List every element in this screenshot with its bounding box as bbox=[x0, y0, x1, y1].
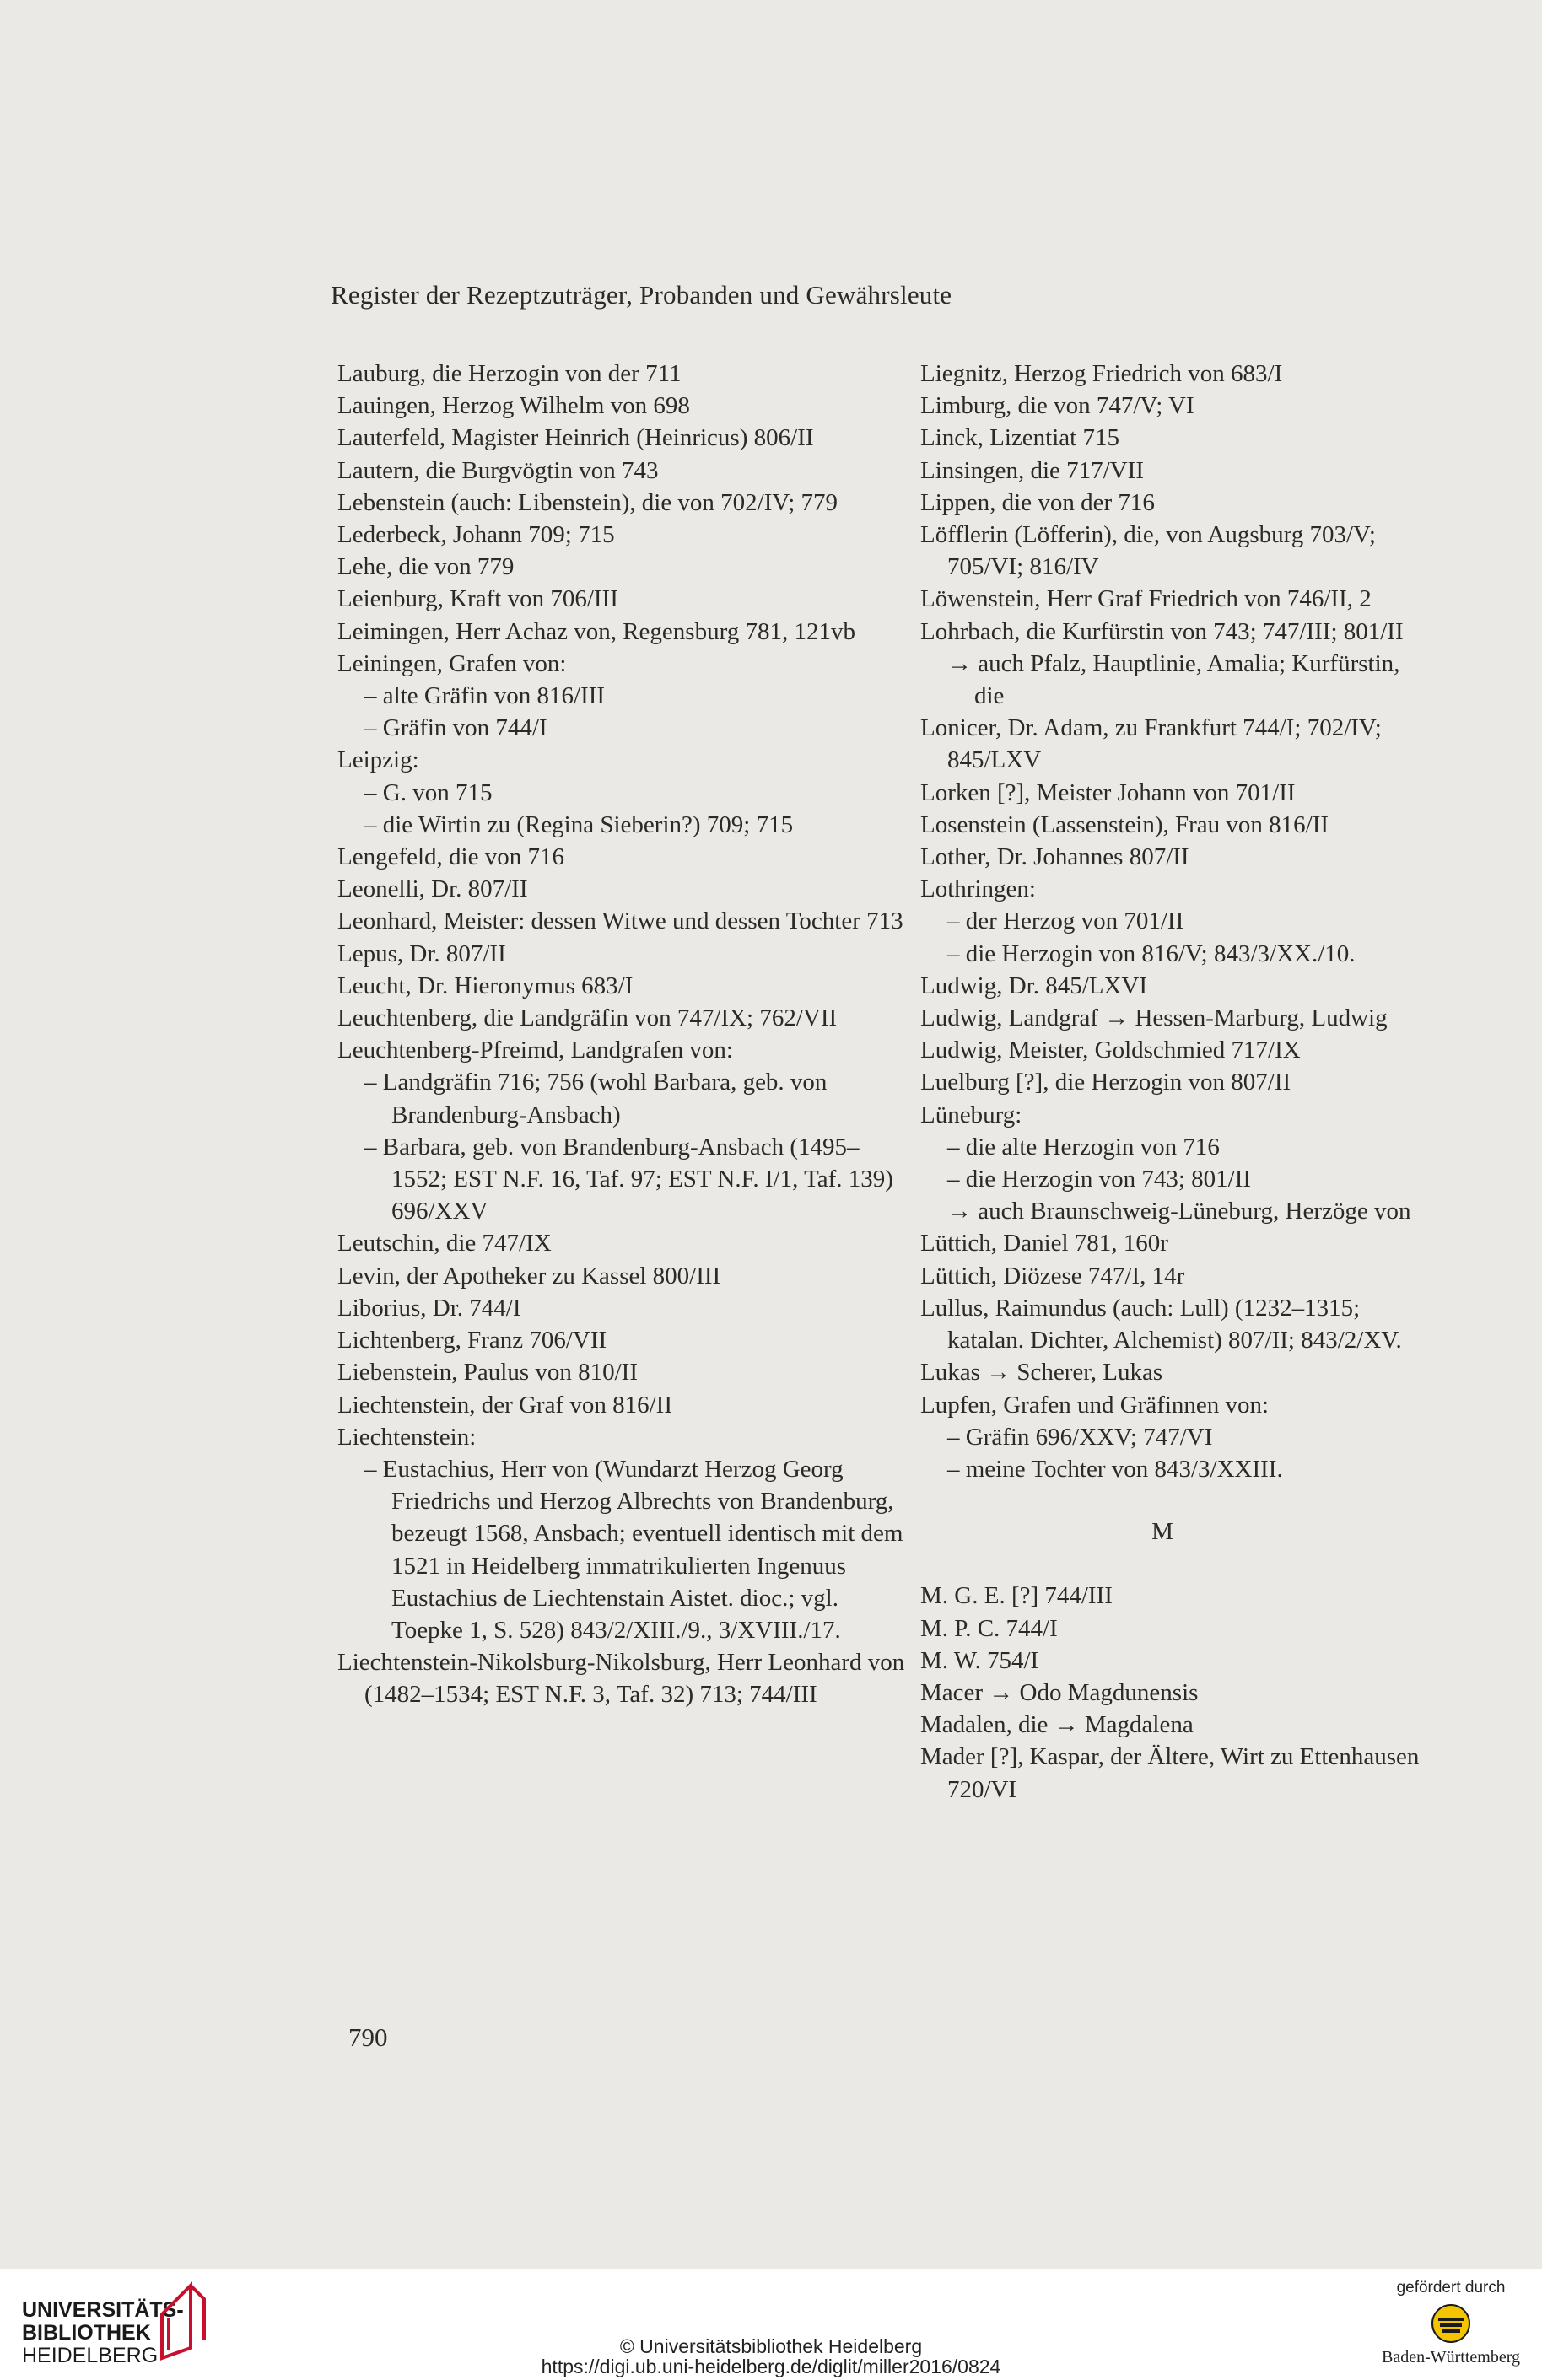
register-entry: Lüttich, Diözese 747/I, 14r bbox=[920, 1262, 1185, 1290]
register-sub: – die Wirtin zu (Regina Sieberin?) 709; 715 bbox=[364, 810, 794, 838]
register-entry: Macer → Odo Magdunensis bbox=[920, 1678, 1199, 1706]
register-entry: Lukas → Scherer, Lukas bbox=[920, 1359, 1163, 1387]
sponsor-name: Baden-Württemberg bbox=[1381, 2348, 1520, 2367]
register-entry: Lebenstein (auch: Libenstein), die von 702/IV; 779 bbox=[337, 488, 838, 516]
register-entry: Lothringen: bbox=[920, 875, 1036, 903]
register-sub: – der Herzog von 701/II bbox=[947, 907, 1184, 935]
register-entry: Limburg, die von 747/V; VI bbox=[920, 392, 1194, 420]
register-entry: Lengefeld, die von 716 bbox=[337, 843, 564, 871]
register-sub: – Gräfin 696/XXV; 747/VI bbox=[947, 1423, 1213, 1451]
register-entry: M. P. C. 744/I bbox=[920, 1614, 1058, 1642]
copyright-notice bbox=[0, 2336, 1542, 2377]
register-column-right bbox=[920, 358, 1426, 1806]
register-sub: – alte Gräfin von 816/III bbox=[364, 682, 606, 710]
state-crest-icon bbox=[1430, 2302, 1472, 2345]
register-entry: Madalen, die → Magdalena bbox=[920, 1711, 1194, 1739]
register-entry: Lautern, die Burgvögtin von 743 bbox=[337, 456, 659, 484]
register-sub: – Eustachius, Herr von (Wundarzt Herzog Georg Friedrichs und Herzog Albrechts von Brandenburg, bezeugt 1568, Ansbach; eventuell identisch mit dem 1521 in Heidelberg immatrikulierten Ingenuus Eustachius de Liechtenstain Aistet. dioc.; vgl. Toepke 1, S. 528) 843/2/XIII./9., 3/XVIII./17. bbox=[364, 1455, 903, 1644]
register-sub: – die Herzogin von 743; 801/II bbox=[947, 1166, 1252, 1193]
register-entry: Lauingen, Herzog Wilhelm von 698 bbox=[337, 392, 690, 420]
register-entry: Liborius, Dr. 744/I bbox=[337, 1294, 521, 1322]
register-entry: Lohrbach, die Kurfürstin von 743; 747/III; 801/II bbox=[920, 617, 1404, 645]
register-entry: M. W. 754/I bbox=[920, 1646, 1039, 1674]
library-name-line1: UNIVERSITÄTS- bbox=[22, 2298, 184, 2322]
register-column-left bbox=[337, 358, 911, 1711]
register-entry: Lorken [?], Meister Johann von 701/II bbox=[920, 778, 1296, 806]
register-sub: – Gräfin von 744/I bbox=[364, 714, 547, 742]
library-name-line2: BIBLIOTHEK bbox=[22, 2321, 151, 2345]
register-entry: M. G. E. [?] 744/III bbox=[920, 1582, 1113, 1610]
sponsor-block bbox=[1375, 2279, 1527, 2367]
register-entry: Lupfen, Grafen und Gräfinnen von: bbox=[920, 1391, 1270, 1419]
register-entry: Lüneburg: bbox=[920, 1101, 1022, 1128]
register-entry: Lippen, die von der 716 bbox=[920, 488, 1155, 516]
register-entry: Lichtenberg, Franz 706/VII bbox=[337, 1327, 607, 1354]
register-entry: Lepus, Dr. 807/II bbox=[337, 940, 506, 967]
register-entry: Leonelli, Dr. 807/II bbox=[337, 875, 528, 903]
permalink[interactable]: https://digi.ub.uni-heidelberg.de/diglit/miller2016/0824 bbox=[541, 2356, 1001, 2377]
register-entry: Leucht, Dr. Hieronymus 683/I bbox=[337, 972, 634, 999]
register-entry: Leipzig: bbox=[337, 746, 419, 774]
register-sub: – Landgräfin 716; 756 (wohl Barbara, geb. von Brandenburg-Ansbach) bbox=[364, 1069, 828, 1128]
register-entry: Leuchtenberg, die Landgräfin von 747/IX; 762/VII bbox=[337, 1004, 838, 1032]
register-entry: Lederbeck, Johann 709; 715 bbox=[337, 521, 615, 549]
footer-bar bbox=[0, 2269, 1542, 2380]
register-entry: Lother, Dr. Johannes 807/II bbox=[920, 843, 1189, 871]
register-sub: – G. von 715 bbox=[364, 778, 493, 806]
register-entry: Leiningen, Grafen von: bbox=[337, 649, 567, 677]
register-entry: Liegnitz, Herzog Friedrich von 683/I bbox=[920, 360, 1283, 387]
register-entry: Ludwig, Landgraf → Hessen-Marburg, Ludwig bbox=[920, 1004, 1388, 1032]
register-entry: Leimingen, Herr Achaz von, Regensburg 781, 121vb bbox=[337, 617, 855, 645]
letter-heading: M bbox=[1151, 1518, 1173, 1546]
register-subref: → auch Braunschweig-Lüneburg, Herzöge von bbox=[947, 1198, 1411, 1225]
register-entry: Linsingen, die 717/VII bbox=[920, 456, 1144, 484]
register-entry: Lüttich, Daniel 781, 160r bbox=[920, 1230, 1168, 1257]
register-sub: – die Herzogin von 816/V; 843/3/XX./10. bbox=[947, 940, 1356, 967]
library-name-line3: HEIDELBERG bbox=[22, 2344, 159, 2367]
register-entry: Löwenstein, Herr Graf Friedrich von 746/II, 2 bbox=[920, 585, 1372, 613]
register-entry: Losenstein (Lassenstein), Frau von 816/II bbox=[920, 810, 1329, 838]
register-entry: Leuchtenberg-Pfreimd, Landgrafen von: bbox=[337, 1037, 733, 1064]
register-entry: Leutschin, die 747/IX bbox=[337, 1230, 552, 1257]
register-entry: Luelburg [?], die Herzogin von 807/II bbox=[920, 1069, 1291, 1096]
register-entry: Liebenstein, Paulus von 810/II bbox=[337, 1359, 639, 1387]
register-entry: Lauterfeld, Magister Heinrich (Heinricus) 806/II bbox=[337, 424, 814, 452]
register-entry: Ludwig, Dr. 845/LXVI bbox=[920, 972, 1148, 999]
register-sub: – meine Tochter von 843/3/XXIII. bbox=[947, 1455, 1283, 1483]
register-entry: Liechtenstein: bbox=[337, 1423, 477, 1451]
register-entry: Lehe, die von 779 bbox=[337, 553, 515, 581]
register-entry: Leienburg, Kraft von 706/III bbox=[337, 585, 618, 613]
register-entry: Lonicer, Dr. Adam, zu Frankfurt 744/I; 702/IV; 845/LXV bbox=[920, 714, 1382, 774]
register-entry: Mader [?], Kaspar, der Ältere, Wirt zu Ettenhausen 720/VI bbox=[920, 1743, 1420, 1803]
page-number: 790 bbox=[348, 2022, 388, 2052]
copyright-text: © Universitätsbibliothek Heidelberg bbox=[619, 2335, 923, 2357]
register-sub: – die alte Herzogin von 716 bbox=[947, 1133, 1220, 1160]
register-sub: – Barbara, geb. von Brandenburg-Ansbach (1495–1552; EST N.F. 16, Taf. 97; EST N.F. I/1, Taf. 139) 696/XXV bbox=[364, 1133, 893, 1225]
register-entry: Lauburg, die Herzogin von der 711 bbox=[337, 360, 682, 387]
register-entry: Linck, Lizentiat 715 bbox=[920, 424, 1119, 452]
sponsor-label: gefördert durch bbox=[1396, 2279, 1506, 2297]
register-subref: → auch Pfalz, Hauptlinie, Amalia; Kurfürstin, die bbox=[947, 649, 1400, 710]
running-head: Register der Rezeptzuträger, Probanden und Gewährsleute bbox=[331, 280, 952, 310]
register-entry: Levin, der Apotheker zu Kassel 800/III bbox=[337, 1262, 721, 1290]
register-entry: Lullus, Raimundus (auch: Lull) (1232–1315; katalan. Dichter, Alchemist) 807/II; 843/2/XV. bbox=[920, 1294, 1402, 1354]
register-entry: Liechtenstein, der Graf von 816/II bbox=[337, 1391, 672, 1419]
register-entry: Liechtenstein-Nikolsburg-Nikolsburg, Herr Leonhard von (1482–1534; EST N.F. 3, Taf. 32) 713; 744/III bbox=[337, 1649, 905, 1709]
register-entry: Löfflerin (Löfferin), die, von Augsburg 703/V; 705/VI; 816/IV bbox=[920, 521, 1376, 581]
register-entry: Leonhard, Meister: dessen Witwe und dessen Tochter 713 bbox=[337, 907, 903, 935]
register-entry: Ludwig, Meister, Goldschmied 717/IX bbox=[920, 1037, 1301, 1064]
